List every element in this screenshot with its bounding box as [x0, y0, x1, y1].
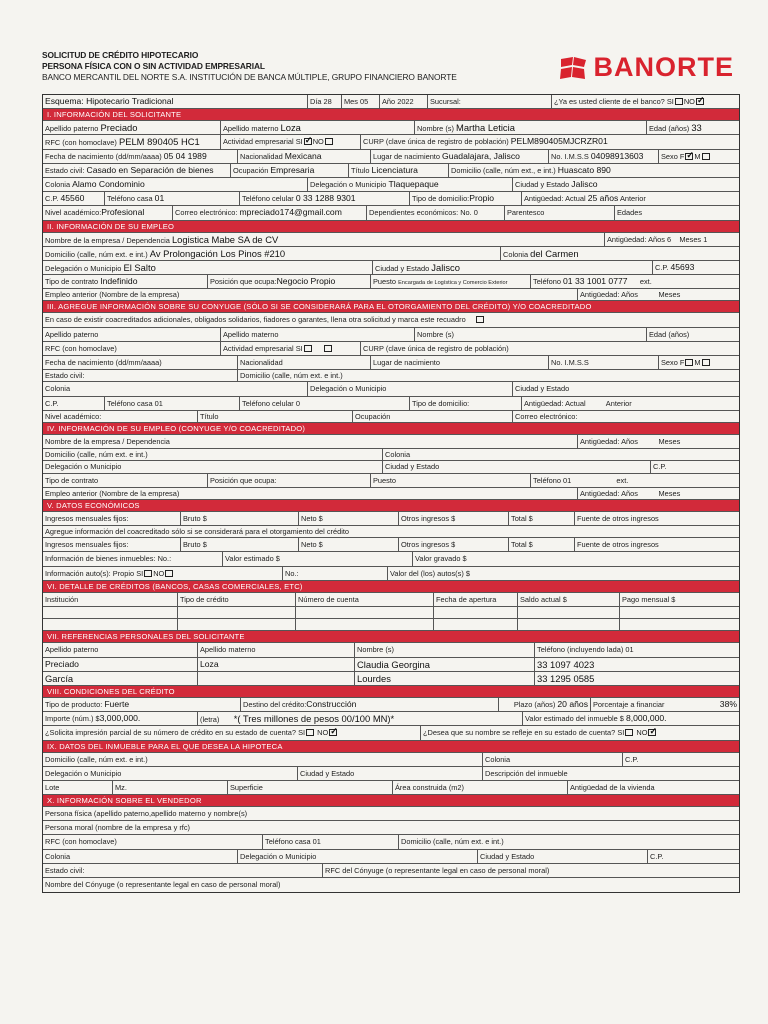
- s1-edades-field[interactable]: Edades: [617, 208, 643, 218]
- anio-field[interactable]: Año 2022: [380, 95, 428, 108]
- s1-colonia-field[interactable]: Colonia Alamo Condominio: [43, 178, 308, 191]
- banorte-logo: [558, 52, 735, 83]
- s3-nombre-field[interactable]: Nombre (s): [415, 328, 647, 341]
- s6-cell[interactable]: [296, 619, 434, 630]
- s7-r2-telefono[interactable]: 33 1295 0585: [537, 672, 595, 684]
- s4-delegacion-field[interactable]: Delegación o Municipio: [43, 461, 383, 472]
- bank-name: BANCO MERCANTIL DEL NORTE S.A. INSTITUCIÓN DE BANCA MÚLTIPLE, GRUPO FINANCIERO BANORTE: [42, 72, 457, 82]
- mes-field[interactable]: Mes 05: [342, 95, 380, 108]
- s1-row-names: [43, 121, 739, 135]
- s8-letra-field[interactable]: (letra) *( Tres millones de pesos 00/100 MN)*: [198, 712, 523, 725]
- s3-row-cp: [43, 397, 739, 411]
- s9-area-field[interactable]: Área construida (m2): [393, 781, 568, 794]
- s10-colonia-field[interactable]: Colonia: [43, 850, 238, 863]
- s3-titulo-field[interactable]: Título: [198, 411, 353, 422]
- s2-antiguedad-anterior-field[interactable]: Antigüedad: Años Meses: [580, 290, 681, 300]
- s1-antiguedad-field[interactable]: Antigüedad: Actual 25 años Anterior: [524, 193, 646, 204]
- section-empleo-conyuge-title: IV. INFORMACIÓN DE SU EMPLEO (CONYUGE Y/O COACREDITADO): [43, 423, 739, 435]
- s4-row-anterior: [43, 488, 739, 500]
- s2-cp-field[interactable]: C.P. 45693: [655, 261, 695, 272]
- section-conyuge-title: III. AGREGUE INFORMACIÓN SOBRE SU CONYUGE (SÓLO SI SE CONSIDERARÁ PARA EL OTORGAMIENTO DEL CRÉDITO) Y/O COACREDITADO: [43, 301, 739, 313]
- s5-coac-total-field[interactable]: Total $: [509, 538, 575, 551]
- s2-colonia-field[interactable]: Colonia del Carmen: [503, 247, 579, 259]
- s2-row-del: [43, 261, 739, 275]
- s1-act-no-checkbox[interactable]: [325, 138, 333, 145]
- s5-bruto-field[interactable]: Bruto $: [181, 512, 299, 525]
- s2-row-anterior: [43, 289, 739, 301]
- s8-tipo-field[interactable]: Tipo de producto: Fuerte: [43, 698, 241, 711]
- s9-superficie-field[interactable]: Superficie: [228, 781, 393, 794]
- s7-col-ap-mat: Apellido materno: [198, 643, 355, 656]
- s3-ciudad-field[interactable]: Ciudad y Estado: [515, 384, 570, 394]
- s6-cell[interactable]: [296, 607, 434, 618]
- s8-plazo-field[interactable]: Plazo (años) 20 años: [499, 698, 591, 711]
- s1-ap-pat-field[interactable]: Apellido paterno Preciado: [43, 121, 221, 134]
- s2-row-dom: [43, 247, 739, 261]
- s7-r1-ap-pat[interactable]: Preciado: [43, 658, 198, 671]
- s4-antiguedad-field[interactable]: Antigüedad: Años Meses: [580, 436, 681, 446]
- s8-impresion-question: ¿Solicita impresión parcial de su número de crédito en su estado de cuenta? SI NO✓: [43, 726, 421, 739]
- s1-ecivil-field[interactable]: Estado civil: Casado en Separación de bienes: [43, 164, 231, 177]
- s5-row-ingresos: [43, 512, 739, 526]
- s1-correo-field[interactable]: Correo electrónico: mpreciado174@gmail.com: [173, 206, 367, 219]
- s6-cell[interactable]: [178, 619, 296, 630]
- s3-rfc-field[interactable]: RFC (con homoclave): [43, 342, 221, 355]
- s2-empresa-field[interactable]: Nombre de la empresa / Dependencia Logistica Mabe SA de CV: [43, 233, 605, 246]
- s10-cp-field[interactable]: C.P.: [650, 851, 664, 861]
- s5-valor-autos-field[interactable]: Valor del (los) autos(s) $: [390, 568, 470, 578]
- s3-row-rfc: [43, 342, 739, 356]
- s3-lnac-field[interactable]: Lugar de nacimiento: [371, 356, 549, 369]
- s10-ciudad-field[interactable]: Ciudad y Estado: [478, 850, 648, 863]
- s8-row-preguntas: [43, 726, 739, 740]
- s1-lnac-field[interactable]: Lugar de nacimiento Guadalajara, Jalisco: [371, 150, 549, 163]
- s9-row-lote: [43, 781, 739, 795]
- s3-ecivil-field[interactable]: Estado civil:: [43, 370, 238, 381]
- s1-curp-field[interactable]: CURP (clave única de registro de población) PELM890405MJCRZR01: [363, 136, 608, 147]
- s1-cp-field[interactable]: C.P. 45560: [43, 192, 105, 205]
- s3-ocupacion-field[interactable]: Ocupación: [353, 411, 513, 422]
- s6-col-institucion: Institución: [43, 593, 178, 606]
- form-header: [42, 50, 740, 94]
- s3-row-civil: [43, 370, 739, 382]
- cliente-si-checkbox[interactable]: [675, 98, 683, 105]
- s3-tdom-field[interactable]: Tipo de domicilio:: [410, 397, 522, 410]
- s3-ap-mat-field[interactable]: Apellido materno: [221, 328, 415, 341]
- s3-sexo-f-checkbox[interactable]: [685, 359, 693, 366]
- s4-row-dom: [43, 449, 739, 461]
- s3-domicilio-field[interactable]: Domicilio (calle, núm ext. e int.): [240, 371, 343, 381]
- cliente-question: ¿Ya es usted cliente de el banco? SI NO✓: [552, 95, 739, 108]
- s10-row-civil: [43, 864, 739, 878]
- s3-fnac-field[interactable]: Fecha de nacimiento (dd/mm/aaaa): [43, 356, 238, 369]
- s1-sexo-field: Sexo F✓ M: [659, 150, 739, 163]
- s3-coacreditados-checkbox[interactable]: [476, 316, 484, 323]
- s5-autos-si-checkbox[interactable]: [144, 570, 152, 577]
- s2-row-empresa: [43, 233, 739, 247]
- s1-nombre-field[interactable]: Nombre (s) Martha Leticia: [415, 121, 647, 134]
- s7-r2-nombre[interactable]: Lourdes: [355, 672, 535, 685]
- s8-destino-field[interactable]: Destino del crédito:Construcción: [241, 698, 499, 711]
- section-economicos-title: V. DATOS ECONÓMICOS: [43, 500, 739, 512]
- s1-row-civil: [43, 164, 739, 178]
- section-condiciones-title: VIII. CONDICIONES DEL CRÉDITO: [43, 686, 739, 698]
- s1-row-nivel: [43, 206, 739, 220]
- s1-tdom-field[interactable]: Tipo de domicilio:Propio: [410, 192, 522, 205]
- s6-cell[interactable]: [43, 607, 178, 618]
- s4-posicion-field[interactable]: Posición que ocupa:: [208, 474, 371, 487]
- s2-posicion-field[interactable]: Posición que ocupa:Negocio Propio: [208, 275, 371, 288]
- s8-row-importe: [43, 712, 739, 726]
- s1-ap-mat-field[interactable]: Apellido materno Loza: [221, 121, 415, 134]
- s1-row-cp: [43, 192, 739, 206]
- s3-sexo-field: Sexo F M: [659, 356, 739, 369]
- s6-cell[interactable]: [620, 619, 739, 630]
- s2-telefono-field[interactable]: Teléfono 01 33 1001 0777 ext.: [533, 276, 652, 287]
- s1-tcel-field[interactable]: Teléfono celular 0 33 1288 9301: [240, 192, 410, 205]
- s10-persona-moral-field[interactable]: Persona moral (nombre de la empresa y rfc): [45, 823, 190, 833]
- s1-nacionalidad-field[interactable]: Nacionalidad Mexicana: [238, 150, 371, 163]
- s2-contrato-field[interactable]: Tipo de contrato Indefinido: [43, 275, 208, 288]
- s6-col-apertura: Fecha de apertura: [434, 593, 518, 606]
- s1-tcasa-field[interactable]: Teléfono casa 01: [105, 192, 240, 205]
- s9-colonia-field[interactable]: Colonia: [483, 753, 623, 766]
- s7-r1-telefono[interactable]: 33 1097 4023: [537, 658, 595, 670]
- table-row: [43, 607, 739, 619]
- s7-r1-ap-mat[interactable]: Loza: [198, 658, 355, 671]
- s5-coac-ingresos-label: Ingresos mensuales fijos:: [43, 538, 181, 551]
- s4-contrato-field[interactable]: Tipo de contrato: [43, 474, 208, 487]
- s9-lote-field[interactable]: Lote: [43, 781, 113, 794]
- s5-coac-neto-field[interactable]: Neto $: [299, 538, 399, 551]
- s5-agregue-note: Agregue información del coacreditado sólo si se considerará para el otorgamiento del crédito: [45, 527, 350, 537]
- s3-curp-field[interactable]: CURP (clave única de registro de población): [363, 343, 509, 353]
- section-empleo-title: II. INFORMACIÓN DE SU EMPLEO: [43, 221, 739, 233]
- section-referencias-title: VII. REFERENCIAS PERSONALES DEL SOLICITANTE: [43, 631, 739, 643]
- s6-col-cuenta: Número de cuenta: [296, 593, 434, 606]
- s5-coac-fuente-field[interactable]: Fuente de otros ingresos: [577, 540, 659, 550]
- s5-autos-no-checkbox[interactable]: [165, 570, 173, 577]
- form-subtitle: PERSONA FÍSICA CON O SIN ACTIVIDAD EMPRESARIAL: [42, 61, 265, 71]
- s6-cell[interactable]: [434, 607, 518, 618]
- s5-fuente-field[interactable]: Fuente de otros ingresos: [577, 513, 659, 523]
- s1-titulo-field[interactable]: Título Licenciatura: [349, 164, 449, 177]
- s5-total-field[interactable]: Total $: [509, 512, 575, 525]
- s1-sexo-f-checkbox[interactable]: [685, 153, 693, 160]
- s1-row-colonia: [43, 178, 739, 192]
- s10-row-pf: [43, 807, 739, 821]
- s6-cell[interactable]: [178, 607, 296, 618]
- s8-nombre-question: ¿Desea que su nombre se refleje en su estado de cuenta? SI NO✓: [421, 726, 739, 739]
- s1-parentesco-field[interactable]: Parentesco: [505, 206, 615, 219]
- s9-mz-field[interactable]: Mz.: [113, 781, 228, 794]
- s5-otros-field[interactable]: Otros ingresos $: [399, 512, 509, 525]
- s9-descripcion-field[interactable]: Descripción del inmueble: [485, 768, 568, 778]
- banorte-wordmark: BANORTE: [593, 52, 734, 82]
- s9-domicilio-field[interactable]: Domicilio (calle, núm ext. e int.): [43, 753, 483, 766]
- s4-empleo-anterior-field[interactable]: Empleo anterior (Nombre de la empresa): [43, 488, 578, 499]
- s9-row-dom: [43, 753, 739, 767]
- s4-row-contrato: [43, 474, 739, 488]
- s7-col-nombre: Nombre (s): [355, 643, 535, 656]
- section-inmueble-title: IX. DATOS DEL INMUEBLE PARA EL QUE DESEA LA HIPOTECA: [43, 741, 739, 753]
- s5-neto-field[interactable]: Neto $: [299, 512, 399, 525]
- s9-cp-field[interactable]: C.P.: [625, 754, 639, 764]
- s7-header-row: [43, 643, 739, 657]
- sucursal-field[interactable]: Sucursal:: [428, 95, 552, 108]
- credit-application-form: [42, 94, 740, 893]
- s1-imss-field[interactable]: No. I.M.S.S 04098913603: [549, 150, 659, 163]
- s3-ap-pat-field[interactable]: Apellido paterno: [43, 328, 221, 341]
- s5-autos-field: Información auto(s): Propio SI NO: [43, 567, 283, 580]
- s3-edad-field[interactable]: Edad (años): [649, 329, 690, 339]
- s9-ciudad-field[interactable]: Ciudad y Estado: [298, 767, 483, 780]
- s6-cell[interactable]: [620, 607, 739, 618]
- top-row: [43, 95, 739, 109]
- s8-valor-inmueble-field[interactable]: Valor estimado del inmueble $ 8,000,000.: [525, 713, 667, 724]
- s1-row-rfc: [43, 135, 739, 149]
- s5-row-ingresos-coac: [43, 538, 739, 552]
- s5-coac-bruto-field[interactable]: Bruto $: [181, 538, 299, 551]
- s3-nivel-field[interactable]: Nivel académico:: [43, 411, 198, 422]
- s1-rfc-field[interactable]: RFC (con homoclave) PELM 890405 HC1: [43, 135, 221, 148]
- s3-row-nivel: [43, 411, 739, 423]
- s8-porcentaje-field[interactable]: Porcentaje a financiar 38%: [593, 698, 737, 709]
- s6-header-row: [43, 593, 739, 607]
- s10-persona-fisica-field[interactable]: Persona física (apellido paterno,apellido materno y nombre(s): [45, 809, 248, 819]
- s9-row-del: [43, 767, 739, 781]
- s8-row-tipo: [43, 698, 739, 712]
- s4-telefono-field[interactable]: Teléfono 01 ext.: [533, 475, 629, 485]
- s3-cp-field[interactable]: C.P.: [43, 397, 105, 410]
- s1-nivel-field[interactable]: Nivel académico:Profesional: [43, 206, 173, 219]
- s3-tcel-field[interactable]: Teléfono celular 0: [240, 397, 410, 410]
- s5-coac-otros-field[interactable]: Otros ingresos $: [399, 538, 509, 551]
- s10-row-pm: [43, 821, 739, 835]
- s10-domicilio-field[interactable]: Domicilio (calle, núm ext. e int.): [401, 837, 504, 847]
- s3-nacionalidad-field[interactable]: Nacionalidad: [238, 356, 371, 369]
- s2-puesto-field[interactable]: Puesto Encargada de Logística y Comercio Exterior: [371, 275, 531, 288]
- s7-col-ap-pat: Apellido paterno: [43, 643, 198, 656]
- s4-empresa-field[interactable]: Nombre de la empresa / Dependencia: [43, 435, 578, 448]
- s2-domicilio-field[interactable]: Domicilio (calle, núm ext. e int.) Av Prolongación Los Pinos #210: [43, 247, 501, 260]
- s10-rfc-field[interactable]: RFC (con homoclave): [43, 835, 263, 848]
- s6-cell[interactable]: [434, 619, 518, 630]
- s1-ocupacion-field[interactable]: Ocupación Empresaria: [231, 164, 349, 177]
- s7-r1-nombre[interactable]: Claudia Georgina: [355, 658, 535, 671]
- s3-act-si-checkbox[interactable]: [304, 345, 312, 352]
- s2-row-contrato: [43, 275, 739, 289]
- s1-fnac-field[interactable]: Fecha de nacimiento (dd/mm/aaaa) 05 04 1989: [43, 150, 238, 163]
- s8-q1-si-checkbox[interactable]: [306, 729, 314, 736]
- s3-actividad-field: Actividad empresarial SI: [221, 342, 361, 355]
- s6-cell[interactable]: [518, 607, 620, 618]
- s5-valor-estimado-field[interactable]: Valor estimado $: [223, 552, 413, 565]
- table-row: [43, 619, 739, 631]
- s3-correo-field[interactable]: Correo electrónico:: [515, 411, 578, 421]
- s8-q1-no-checkbox[interactable]: [329, 729, 337, 736]
- s6-col-tipo: Tipo de crédito: [178, 593, 296, 606]
- s3-row-nac: [43, 356, 739, 370]
- s4-puesto-field[interactable]: Puesto: [371, 474, 531, 487]
- s3-sexo-m-checkbox[interactable]: [702, 359, 710, 366]
- s2-antiguedad-field[interactable]: Antigüedad: Años 6 Meses 1: [607, 234, 708, 244]
- s10-ecivil-field[interactable]: Estado civil:: [43, 864, 323, 877]
- s5-row-bienes: [43, 552, 739, 566]
- s1-ciudad-field[interactable]: Ciudad y Estado Jalisco: [515, 178, 598, 189]
- s7-r2-ap-pat[interactable]: García: [43, 672, 198, 685]
- banorte-logo-icon: [558, 55, 588, 81]
- s3-antiguedad-field[interactable]: Antigüedad: Actual Anterior: [524, 398, 632, 408]
- s3-row-colonia: [43, 382, 739, 396]
- s5-bienes-field[interactable]: Información de bienes inmuebles: No.:: [43, 552, 223, 565]
- s9-delegacion-field[interactable]: Delegación o Municipio: [43, 767, 298, 780]
- s5-row-agregue: [43, 526, 739, 538]
- s4-domicilio-field[interactable]: Domicilio (calle, núm ext. e int.): [43, 449, 383, 460]
- s2-ciudad-field[interactable]: Ciudad y Estado Jalisco: [373, 261, 653, 274]
- s10-row-colonia: [43, 850, 739, 864]
- section-creditos-title: VI. DETALLE DE CRÉDITOS (BANCOS, CASAS COMERCIALES, ETC): [43, 581, 739, 593]
- s4-colonia-field[interactable]: Colonia: [385, 450, 411, 460]
- s5-row-autos: [43, 567, 739, 581]
- s4-antiguedad-anterior-field[interactable]: Antigüedad: Años Meses: [580, 488, 681, 498]
- s6-col-pago: Pago mensual $: [622, 594, 676, 604]
- s8-importe-field[interactable]: Importe (núm.) $3,000,000.: [43, 712, 198, 725]
- s4-row-empresa: [43, 435, 739, 449]
- s3-row-nota: [43, 313, 739, 327]
- s1-edad-field[interactable]: Edad (años) 33: [649, 122, 702, 134]
- s4-row-del: [43, 461, 739, 473]
- esquema-field[interactable]: Esquema: Hipotecario Tradicional: [43, 95, 308, 108]
- s1-dependientes-field[interactable]: Dependientes económicos: No. 0: [367, 206, 505, 219]
- s5-ingresos-label: Ingresos mensuales fijos:: [43, 512, 181, 525]
- s5-valor-gravado-field[interactable]: Valor gravado $: [415, 554, 467, 564]
- s4-ciudad-field[interactable]: Ciudad y Estado: [383, 461, 651, 472]
- s8-q2-si-checkbox[interactable]: [625, 729, 633, 736]
- s7-r2-ap-mat[interactable]: [198, 672, 355, 685]
- s1-sexo-m-checkbox[interactable]: [702, 153, 710, 160]
- s3-delegacion-field[interactable]: Delegación o Municipio: [308, 382, 513, 395]
- s1-actividad-field: Actividad empresarial SI✓ NO: [221, 135, 361, 148]
- s2-empleo-anterior-field[interactable]: Empleo anterior (Nombre de la empresa): [43, 289, 578, 300]
- section-solicitante-title: I. INFORMACIÓN DEL SOLICITANTE: [43, 109, 739, 121]
- s8-q2-no-checkbox[interactable]: [648, 729, 656, 736]
- s10-row-conyuge: [43, 878, 739, 892]
- s3-row-names: [43, 328, 739, 342]
- cliente-no-checkbox[interactable]: [696, 98, 704, 105]
- s9-antiguedad-field[interactable]: Antigüedad de la vivienda: [570, 782, 655, 792]
- s5-autos-num-field[interactable]: No.:: [283, 567, 388, 580]
- section-vendedor-title: X. INFORMACIÓN SOBRE EL VENDEDOR: [43, 795, 739, 807]
- s3-nota: En caso de existir coacreditados adicionales, obligados solidarios, fiadores o garantes, llena otra solicitud y marca este recuadro: [43, 313, 739, 326]
- s6-col-saldo: Saldo actual $: [518, 593, 620, 606]
- s1-row-nac: [43, 150, 739, 164]
- s1-act-si-checkbox[interactable]: [304, 138, 312, 145]
- s3-imss-field[interactable]: No. I.M.S.S: [549, 356, 659, 369]
- table-row: [43, 672, 739, 686]
- dia-field[interactable]: Día 28: [308, 95, 342, 108]
- s10-tcasa-field[interactable]: Teléfono casa 01: [263, 835, 399, 848]
- s2-delegacion-field[interactable]: Delegación o Municipio El Salto: [43, 261, 373, 274]
- s6-cell[interactable]: [43, 619, 178, 630]
- s3-colonia-field[interactable]: Colonia: [43, 382, 308, 395]
- s4-cp-field[interactable]: C.P.: [653, 462, 667, 472]
- s7-col-telefono: Teléfono (incluyendo lada) 01: [537, 645, 634, 655]
- s10-rfc-conyuge-field[interactable]: RFC del Cónyuge (o representante legal en caso de personal moral): [325, 865, 550, 875]
- s1-domicilio-field[interactable]: Domicilio (calle, núm ext., e int.) Huascato 890: [451, 164, 611, 175]
- s3-act-no-checkbox[interactable]: [324, 345, 332, 352]
- s6-cell[interactable]: [518, 619, 620, 630]
- s3-tcasa-field[interactable]: Teléfono casa 01: [105, 397, 240, 410]
- s1-delegacion-field[interactable]: Delegación o Municipio Tlaquepaque: [308, 178, 513, 191]
- form-title: SOLICITUD DE CRÉDITO HIPOTECARIO: [42, 50, 199, 60]
- s10-nombre-conyuge-field[interactable]: Nombre del Cónyuge (o representante legal en caso de personal moral): [45, 880, 281, 889]
- s10-delegacion-field[interactable]: Delegación o Municipio: [238, 850, 478, 863]
- table-row: [43, 658, 739, 672]
- s10-row-rfc: [43, 835, 739, 849]
